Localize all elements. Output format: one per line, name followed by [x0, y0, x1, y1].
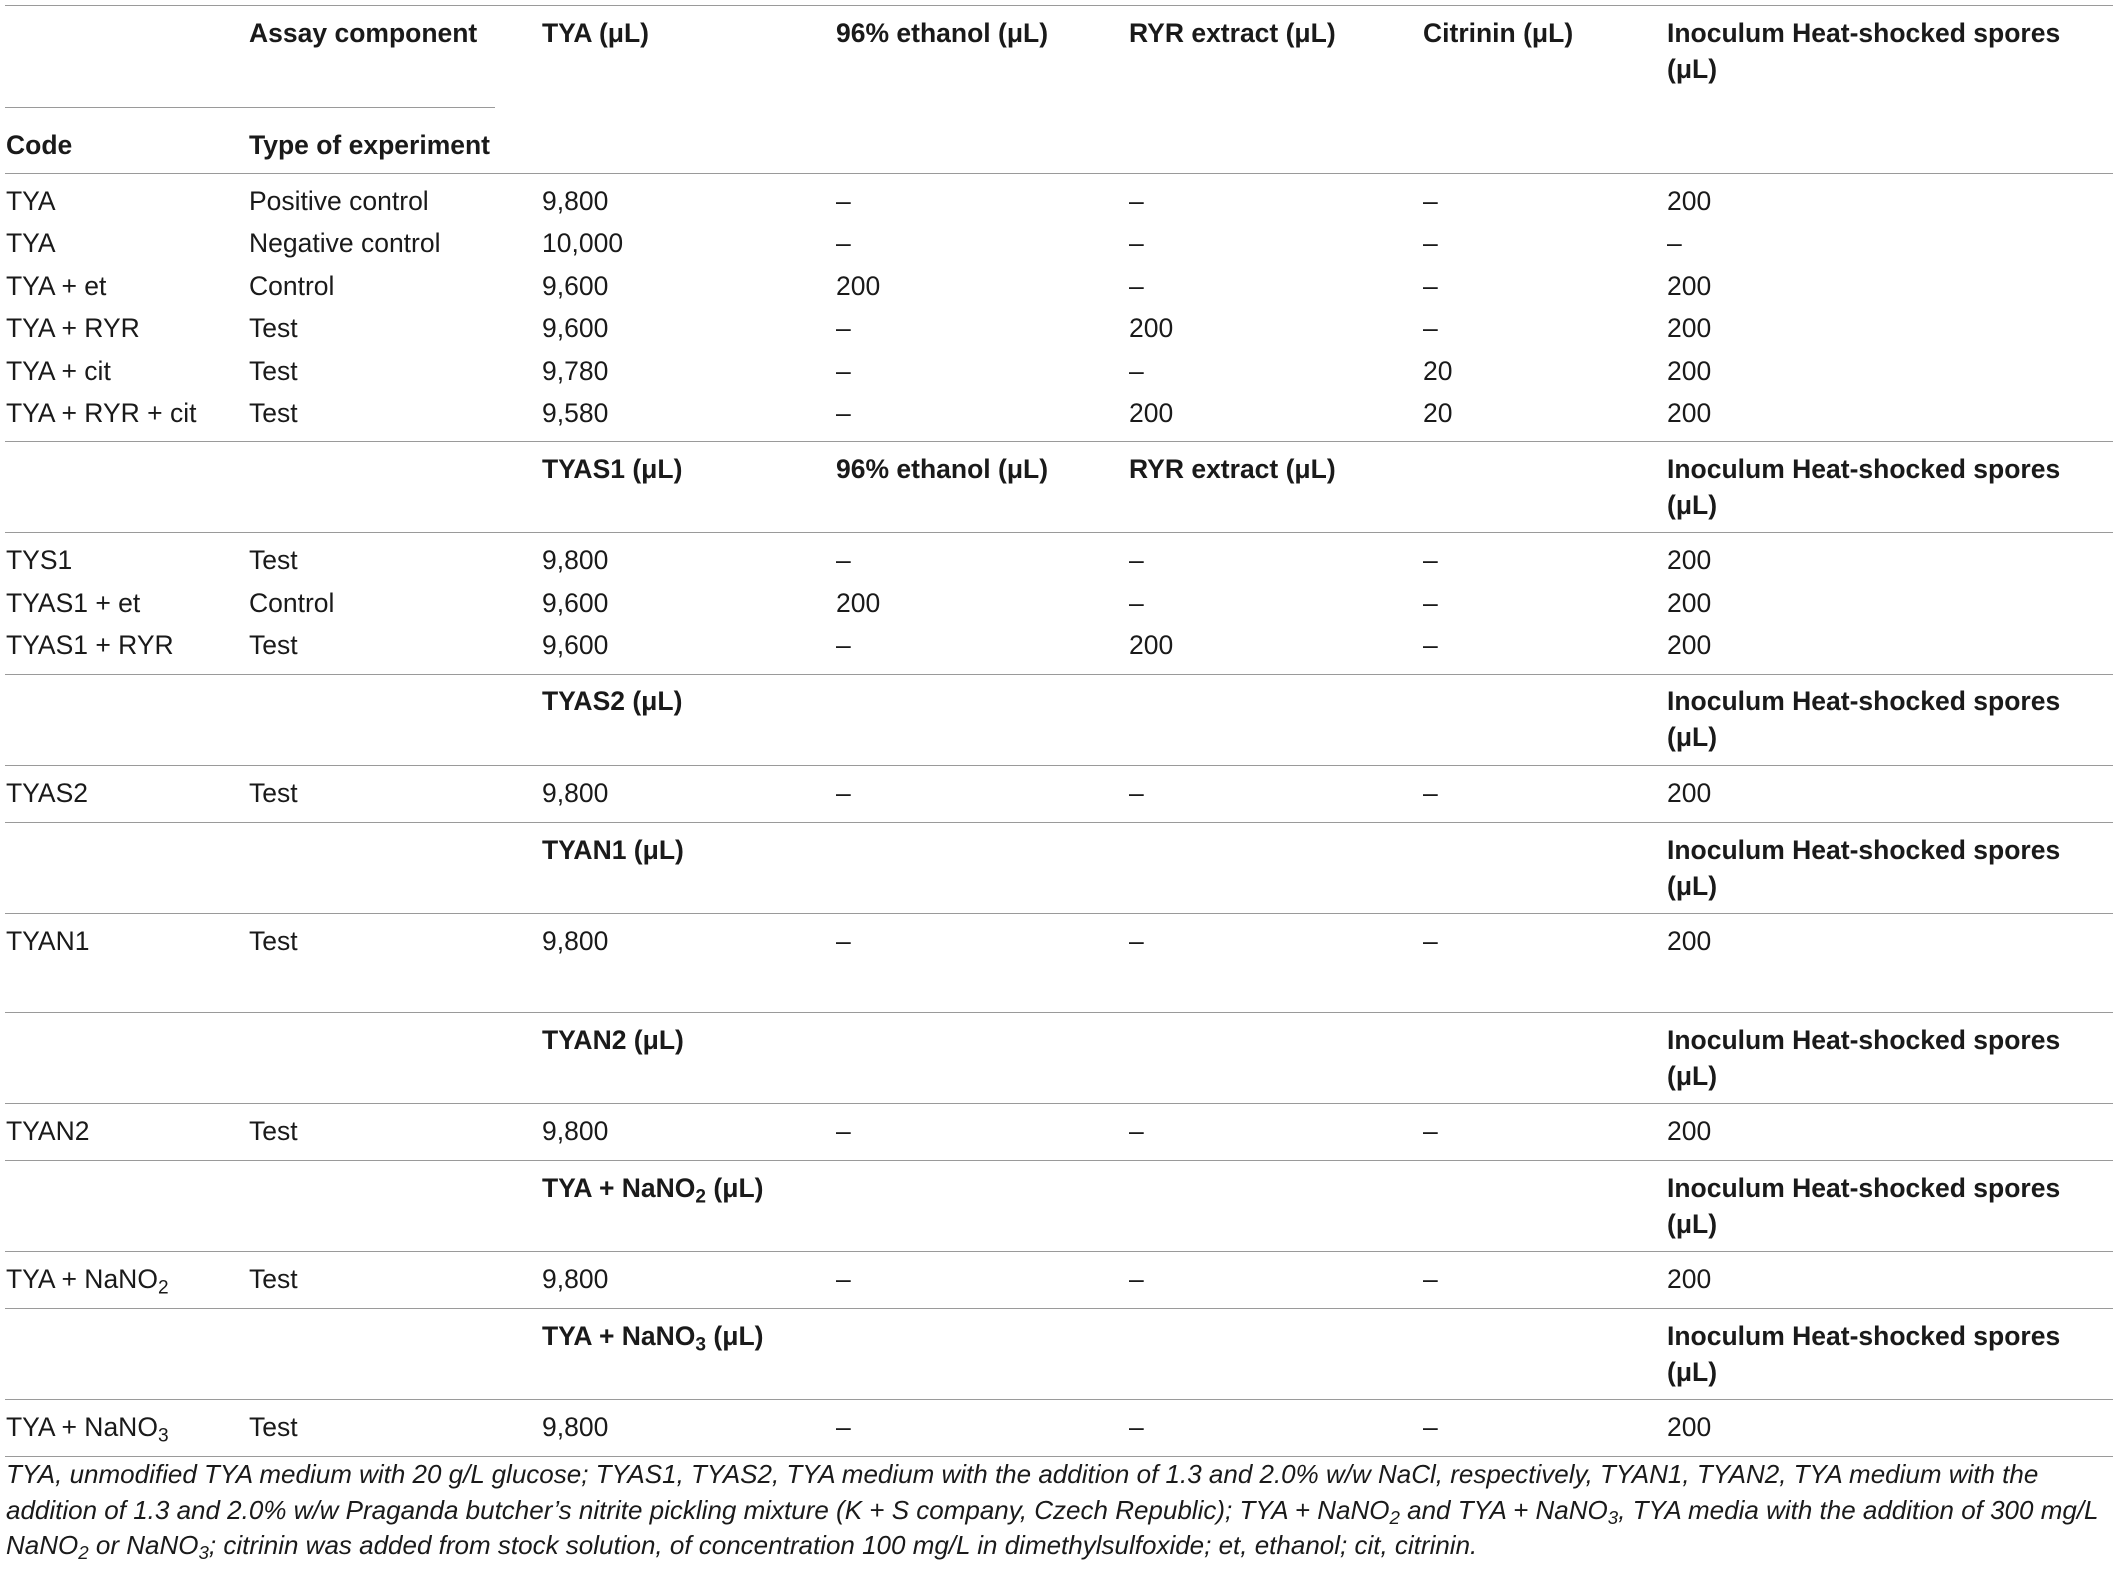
cell-medium: 9,800 [542, 545, 609, 575]
section-rule [5, 1399, 2113, 1400]
section-rule [5, 1160, 2113, 1161]
cell-type: Test [249, 926, 298, 956]
cell-code: TYA + et [6, 271, 107, 301]
cell-type: Test [249, 1116, 298, 1146]
cell-type: Test [249, 1412, 298, 1442]
section-rule [5, 765, 2113, 766]
cell-ethanol: – [836, 1264, 851, 1294]
cell-type: Test [249, 398, 298, 428]
cell-inoculum: 200 [1667, 630, 1712, 660]
section-rule [5, 532, 2113, 533]
cell-ryr: 200 [1129, 398, 1174, 428]
cell-inoculum: – [1667, 228, 1682, 258]
section-header-nano2-prefix: TYA + NaNO [542, 1173, 696, 1203]
cell-ethanol: – [836, 778, 851, 808]
cell-citrinin: – [1423, 545, 1438, 575]
cell-citrinin: – [1423, 630, 1438, 660]
cell-code [6, 1262, 169, 1298]
section-rule [5, 822, 2113, 823]
cell-citrinin: – [1423, 926, 1438, 956]
cell-citrinin: 20 [1423, 398, 1453, 428]
section-rule [5, 913, 2113, 914]
cell-inoculum: 200 [1667, 1116, 1712, 1146]
cell-code: TYAS1 + et [6, 588, 141, 618]
cell-code: TYAN1 [6, 926, 90, 956]
table-top-rule [5, 5, 2113, 6]
cell-type: Test [249, 778, 298, 808]
cell-ryr: – [1129, 356, 1144, 386]
cell-code: TYA [6, 186, 56, 216]
cell-type: Test [249, 1264, 298, 1294]
cell-type: Test [249, 545, 298, 575]
cell-inoculum: 200 [1667, 1264, 1712, 1294]
cell-medium: 9,600 [542, 588, 609, 618]
cell-ethanol: – [836, 186, 851, 216]
cell-code: TYA + RYR + cit [6, 398, 197, 428]
header-ethanol: 96% ethanol (μL) [836, 18, 1049, 48]
section-header-inoculum: Inoculum Heat-shocked spores (μL) [1667, 1173, 2061, 1239]
section-header-nano3 [542, 1319, 763, 1355]
cell-medium: 10,000 [542, 228, 624, 258]
cell-inoculum: 200 [1667, 186, 1712, 216]
section-header-tyan1: TYAN1 (μL) [542, 835, 684, 865]
section-rule [5, 1012, 2113, 1013]
cell-code: TYA + RYR [6, 313, 140, 343]
section-header-nano3-suffix: (μL) [706, 1321, 764, 1351]
section-header-inoculum: Inoculum Heat-shocked spores (μL) [1667, 454, 2061, 520]
cell-inoculum: 200 [1667, 313, 1712, 343]
cell-ryr: – [1129, 545, 1144, 575]
cell-medium: 9,800 [542, 1264, 609, 1294]
cell-inoculum: 200 [1667, 398, 1712, 428]
cell-code [6, 1410, 169, 1446]
header-inoculum: Inoculum Heat-shocked spores (μL) [1667, 18, 2061, 84]
cell-medium: 9,600 [542, 313, 609, 343]
section-header-tyan2: TYAN2 (μL) [542, 1025, 684, 1055]
cell-type: Test [249, 356, 298, 386]
cell-ryr: – [1129, 271, 1144, 301]
footnote-part: ; citrinin was added from stock solution, of concentration 100 mg/L in dimethylsulfoxide; et, ethanol; cit, citrinin. [208, 1530, 1478, 1560]
section-header-ryr: RYR extract (μL) [1129, 454, 1336, 484]
section-header-nano2 [542, 1171, 763, 1207]
cell-code: TYS1 [6, 545, 73, 575]
section-header-inoculum: Inoculum Heat-shocked spores (μL) [1667, 835, 2061, 901]
cell-citrinin: 20 [1423, 356, 1453, 386]
footnote-part: or NaNO [88, 1530, 199, 1560]
section-rule [5, 674, 2113, 675]
cell-citrinin: – [1423, 778, 1438, 808]
cell-code-prefix: TYA + NaNO [6, 1264, 158, 1294]
cell-ryr: – [1129, 1116, 1144, 1146]
section-header-nano3-prefix: TYA + NaNO [542, 1321, 696, 1351]
cell-ryr: 200 [1129, 313, 1174, 343]
cell-code: TYAS2 [6, 778, 88, 808]
header-tya: TYA (μL) [542, 18, 649, 48]
footnote-subscript: 2 [78, 1542, 89, 1564]
cell-inoculum: 200 [1667, 926, 1712, 956]
cell-ryr: 200 [1129, 630, 1174, 660]
cell-ethanol: – [836, 630, 851, 660]
cell-ethanol: – [836, 1116, 851, 1146]
section-rule [5, 1251, 2113, 1252]
header-code: Code [6, 130, 73, 160]
cell-medium: 9,800 [542, 186, 609, 216]
section-header-inoculum: Inoculum Heat-shocked spores (μL) [1667, 1025, 2061, 1091]
cell-inoculum: 200 [1667, 271, 1712, 301]
section-rule [5, 1308, 2113, 1309]
section-header-nano2-suffix: (μL) [706, 1173, 764, 1203]
cell-code-prefix: TYA + NaNO [6, 1412, 158, 1442]
cell-citrinin: – [1423, 1412, 1438, 1442]
header-type-of-experiment: Type of experiment [249, 130, 491, 160]
cell-ryr: – [1129, 588, 1144, 618]
footnote-part: TYA, unmodified TYA medium with 20 g/L glucose; TYAS1, TYAS2, TYA medium with the addition of 1.3 and 2.0% w/w NaCl, respectively, TYAN1, TYAN2, TYA medium with the addition of 1.3 and 2.0% w/w Praganda butcher’s nitrite pickling mixture (K + S company, Czech Republic); TYA + NaNO [6, 1459, 2039, 1525]
cell-type: Control [249, 271, 335, 301]
header-bottom-rule [5, 173, 2113, 174]
cell-ryr: – [1129, 1412, 1144, 1442]
table-footnote [6, 1457, 2106, 1564]
section-header-inoculum: Inoculum Heat-shocked spores (μL) [1667, 1321, 2061, 1387]
header-citrinin: Citrinin (μL) [1423, 18, 1574, 48]
cell-citrinin: – [1423, 186, 1438, 216]
cell-citrinin: – [1423, 1116, 1438, 1146]
cell-citrinin: – [1423, 313, 1438, 343]
cell-code: TYAS1 + RYR [6, 630, 174, 660]
cell-citrinin: – [1423, 228, 1438, 258]
cell-ethanol: – [836, 1412, 851, 1442]
cell-ethanol: – [836, 313, 851, 343]
cell-type: Control [249, 588, 335, 618]
section-header-tyas2: TYAS2 (μL) [542, 686, 683, 716]
cell-inoculum: 200 [1667, 356, 1712, 386]
cell-type: Negative control [249, 228, 441, 258]
cell-ethanol: – [836, 228, 851, 258]
cell-ethanol: – [836, 926, 851, 956]
cell-ethanol: – [836, 545, 851, 575]
cell-ryr: – [1129, 1264, 1144, 1294]
cell-inoculum: 200 [1667, 1412, 1712, 1442]
cell-medium: 9,800 [542, 1116, 609, 1146]
cell-type: Test [249, 630, 298, 660]
header-divider-rule [5, 107, 495, 108]
cell-ryr: – [1129, 186, 1144, 216]
cell-type: Positive control [249, 186, 429, 216]
cell-inoculum: 200 [1667, 588, 1712, 618]
cell-code: TYA [6, 228, 56, 258]
header-ryr-extract: RYR extract (μL) [1129, 18, 1336, 48]
footnote-subscript: 3 [198, 1542, 209, 1564]
cell-inoculum: 200 [1667, 778, 1712, 808]
cell-ryr: – [1129, 228, 1144, 258]
section-rule [5, 441, 2113, 442]
footnote-part: and TYA + NaNO [1399, 1494, 1608, 1525]
section-header-inoculum: Inoculum Heat-shocked spores (μL) [1667, 686, 2061, 752]
cell-medium: 9,600 [542, 630, 609, 660]
cell-medium: 9,800 [542, 778, 609, 808]
cell-type: Test [249, 313, 298, 343]
footnote-part: , TYA media with the addition of 300 mg/L NaNO [6, 1494, 2099, 1560]
cell-code: TYA + cit [6, 356, 111, 386]
cell-citrinin: – [1423, 588, 1438, 618]
cell-ryr: – [1129, 926, 1144, 956]
cell-medium: 9,780 [542, 356, 609, 386]
cell-ethanol: 200 [836, 271, 881, 301]
cell-medium: 9,600 [542, 271, 609, 301]
footnote-subscript: 3 [1607, 1506, 1619, 1528]
section-header-nano3-subscript: 3 [695, 1334, 707, 1356]
cell-code-subscript: 2 [157, 1277, 169, 1299]
header-assay-component: Assay component [249, 18, 478, 48]
cell-ethanol: – [836, 356, 851, 386]
section-header-ethanol: 96% ethanol (μL) [836, 454, 1049, 484]
cell-ethanol: 200 [836, 588, 881, 618]
cell-medium: 9,800 [542, 1412, 609, 1442]
footnote-subscript: 2 [1389, 1506, 1400, 1528]
section-header-nano2-subscript: 2 [695, 1186, 707, 1208]
cell-ryr: – [1129, 778, 1144, 808]
section-header-tyas1: TYAS1 (μL) [542, 454, 683, 484]
cell-medium: 9,800 [542, 926, 609, 956]
cell-ethanol: – [836, 398, 851, 428]
cell-code-subscript: 3 [157, 1425, 169, 1447]
cell-medium: 9,580 [542, 398, 609, 428]
section-rule [5, 1103, 2113, 1104]
cell-citrinin: – [1423, 271, 1438, 301]
cell-inoculum: 200 [1667, 545, 1712, 575]
cell-citrinin: – [1423, 1264, 1438, 1294]
cell-code: TYAN2 [6, 1116, 90, 1146]
